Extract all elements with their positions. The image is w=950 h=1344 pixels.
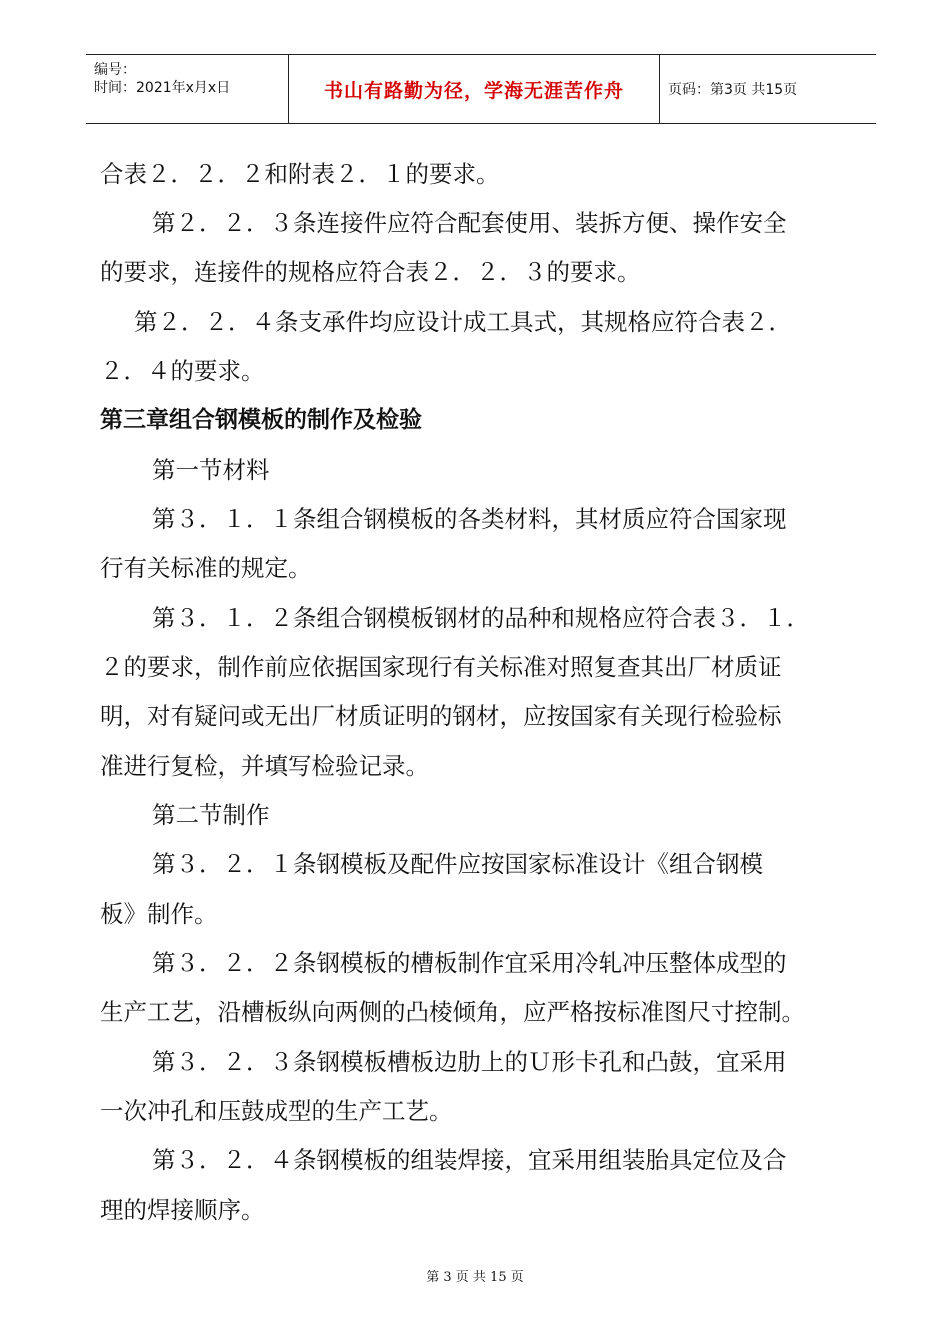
page-header [86,54,876,124]
text-line-3: 的要求，连接件的规格应符合表２．２．３的要求。 [100,258,641,286]
text-line-10: 第３．１．２条组合钢模板钢材的品种和规格应符合表３．１． [152,604,810,632]
text-line-15: 第３．２．１条钢模板及配件应按国家标准设计《组合钢模 [152,850,763,878]
header-page-info: 页码：第3页 共15页 [668,82,798,98]
text-line-1: 合表２．２．２和附表２．１的要求。 [100,160,500,188]
chapter-heading: 第三章组合钢模板的制作及检验 [100,407,422,433]
text-line-19: 第３．２．３条钢模板槽板边肋上的Ｕ形卡孔和凸鼓，宜采用 [152,1048,787,1076]
page-footer: 第 3 页 共 15 页 [426,1270,524,1285]
text-line-13: 准进行复检，并填写检验记录。 [100,752,429,780]
text-line-17: 第３．２．２条钢模板的槽板制作宜采用冷轧冲压整体成型的 [152,949,787,977]
header-meta [94,55,286,123]
text-line-20: 一次冲孔和压鼓成型的生产工艺。 [100,1097,453,1125]
text-line-18: 生产工艺，沿槽板纵向两侧的凸棱倾角，应严格按标准图尺寸控制。 [100,998,805,1026]
document-date: 时间：2021年x月x日 [94,80,231,96]
text-line-16: 板》制作。 [100,900,218,928]
text-line-21: 第３．２．４条钢模板的组装焊接，宜采用组装胎具定位及合 [152,1146,787,1174]
text-line-12: 明，对有疑问或无出厂材质证明的钢材，应按国家有关现行检验标 [100,702,782,730]
section-heading-fabrication: 第二节制作 [152,801,270,829]
text-line-4: 第２．２．４条支承件均应设计成工具式，其规格应符合表２． [134,308,792,336]
text-line-22: 理的焊接顺序。 [100,1196,265,1224]
document-number-label: 编号： [94,62,136,78]
header-motto: 书山有路勤为径，学海无涯苦作舟 [288,55,660,123]
text-line-5: ２．４的要求。 [100,357,265,385]
text-line-9: 行有关标准的规定。 [100,554,312,582]
text-line-2: 第２．２．３条连接件应符合配套使用、装拆方便、操作安全 [152,209,787,237]
section-heading-materials: 第一节材料 [152,456,270,484]
text-line-8: 第３．１．１条组合钢模板的各类材料，其材质应符合国家现 [152,505,787,533]
text-line-11: ２的要求，制作前应依据国家现行有关标准对照复查其出厂材质证 [100,653,782,681]
